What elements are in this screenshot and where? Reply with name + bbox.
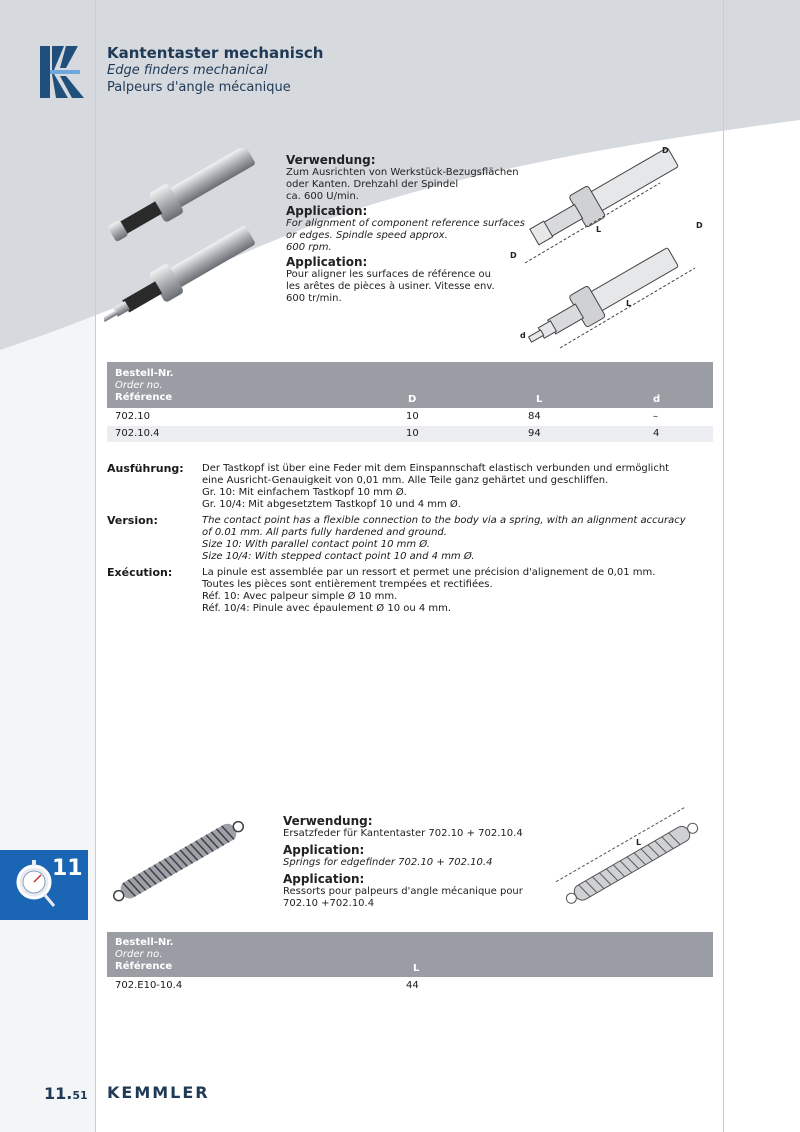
L-cell: 44	[406, 980, 419, 991]
execution-label-de: Ausführung:	[107, 462, 184, 475]
page-number	[44, 1084, 88, 1103]
table1-head-en: Order no.	[115, 380, 163, 391]
execution-line: Réf. 10/4: Pinule avec épaulement Ø 10 ou 4 mm.	[202, 603, 452, 614]
table1-col-L: L	[536, 394, 543, 405]
execution-line: Gr. 10: Mit einfachem Tastkopf 10 mm Ø.	[202, 487, 407, 498]
table2-head-fr: Référence	[115, 961, 173, 972]
execution-text-de	[202, 463, 717, 511]
page-number-sub: 51	[72, 1089, 88, 1102]
d-cell: 4	[653, 428, 660, 439]
dim-label-L: L	[596, 225, 602, 234]
use-text-fr-line: Pour aligner les surfaces de référence ou	[286, 269, 491, 280]
use-heading-fr: Application:	[286, 255, 368, 269]
order-no-cell: 702.10	[115, 411, 150, 422]
use-text-de-line: oder Kanten. Drehzahl der Spindel	[286, 179, 459, 190]
use-text-fr-line: 702.10 +702.10.4	[283, 898, 375, 909]
use-text-fr-line: les arêtes de pièces à usiner. Vitesse env.	[286, 281, 495, 292]
use-heading-fr: Application:	[283, 872, 365, 886]
dim-label-L: L	[636, 838, 642, 847]
table1-col-d: d	[653, 394, 661, 405]
table1-head-fr: Référence	[115, 392, 173, 403]
table1-head-de: Bestell-Nr.	[115, 368, 174, 379]
title-de: Kantentaster mechanisch	[107, 44, 324, 62]
brand-logo-text: KEMMLER	[107, 1083, 210, 1102]
use-heading-en: Application:	[283, 843, 365, 857]
edge-finder-drawing	[500, 128, 715, 358]
product2-use-block	[283, 813, 543, 910]
order-no-cell: 702.10.4	[115, 428, 160, 439]
execution-text-en	[202, 515, 717, 563]
L-cell: 94	[528, 428, 541, 439]
execution-line: Der Tastkopf ist über eine Feder mit dem Einspannschaft elastisch verbunden und ermöglicht	[202, 463, 670, 474]
execution-text-fr	[202, 567, 717, 615]
left-rule	[95, 0, 96, 1132]
dim-label-L: L	[626, 299, 632, 308]
table2-header	[107, 932, 713, 977]
spring-drawing	[548, 805, 718, 925]
execution-line: Size 10/4: With stepped contact point 10 and 4 mm Ø.	[202, 551, 475, 562]
table-row	[107, 978, 713, 994]
right-rule	[723, 0, 724, 1132]
table2-col-L: L	[413, 963, 420, 974]
title-en: Edge finders mechanical	[107, 63, 268, 78]
table-row	[107, 426, 713, 442]
dim-label-D: D	[696, 221, 703, 230]
table-row	[107, 409, 713, 425]
use-heading-de: Verwendung:	[283, 814, 373, 828]
use-text-de-line: Zum Ausrichten von Werkstück-Bezugsflächen	[286, 167, 519, 178]
table1-header	[107, 362, 713, 408]
use-text-en-line: Springs for edgefinder 702.10 + 702.10.4	[283, 857, 493, 868]
use-text-en-line: 600 rpm.	[286, 242, 332, 253]
execution-line: Réf. 10: Avec palpeur simple Ø 10 mm.	[202, 591, 398, 602]
use-heading-de: Verwendung:	[286, 153, 376, 167]
page-number-main: 11.	[44, 1084, 73, 1103]
use-text-fr-line: Ressorts pour palpeurs d'angle mécanique pour	[283, 886, 523, 897]
D-cell: 10	[406, 428, 419, 439]
table1-col-D: D	[408, 394, 417, 405]
order-no-cell: 702.E10-10.4	[115, 980, 183, 991]
use-text-de-line: Ersatzfeder für Kantentaster 702.10 + 702.10.4	[283, 828, 523, 839]
execution-label-fr: Exécution:	[107, 566, 173, 579]
execution-line: Size 10: With parallel contact point 10 mm Ø.	[202, 539, 430, 550]
L-cell: 84	[528, 411, 541, 422]
chapter-number: 11	[52, 856, 83, 881]
dim-label-D: D	[662, 146, 669, 155]
execution-line: eine Ausricht-Genauigkeit von 0,01 mm. Alle Teile ganz gehärtet und geschliffen.	[202, 475, 609, 486]
execution-line: La pinule est assemblée par un ressort et permet une précision d'alignement de 0,01 mm.	[202, 567, 656, 578]
k-logo-icon	[40, 46, 84, 98]
product1-use-block	[286, 152, 526, 305]
execution-line: Gr. 10/4: Mit abgesetztem Tastkopf 10 und 4 mm Ø.	[202, 499, 461, 510]
dim-label-d: d	[520, 331, 526, 340]
dim-label-d: D	[510, 251, 517, 260]
use-heading-en: Application:	[286, 204, 368, 218]
spring-photo	[104, 812, 254, 912]
use-text-en-line: For alignment of component reference surfaces	[286, 218, 525, 229]
D-cell: 10	[406, 411, 419, 422]
title-fr: Palpeurs d'angle mécanique	[107, 80, 291, 95]
execution-label-en: Version:	[107, 514, 158, 527]
table2-head-de: Bestell-Nr.	[115, 937, 174, 948]
execution-line: Toutes les pièces sont entièrement trempées et rectifiées.	[202, 579, 493, 590]
use-text-en-line: or edges. Spindle speed approx.	[286, 230, 448, 241]
execution-line: The contact point has a flexible connection to the body via a spring, with an alignment accuracy	[202, 515, 686, 526]
edge-finder-photo	[104, 148, 274, 328]
table2-head-en: Order no.	[115, 949, 163, 960]
d-cell: –	[653, 411, 658, 422]
execution-line: of 0.01 mm. All parts fully hardened and ground.	[202, 527, 447, 538]
use-text-fr-line: 600 tr/min.	[286, 293, 342, 304]
use-text-de-line: ca. 600 U/min.	[286, 191, 359, 202]
